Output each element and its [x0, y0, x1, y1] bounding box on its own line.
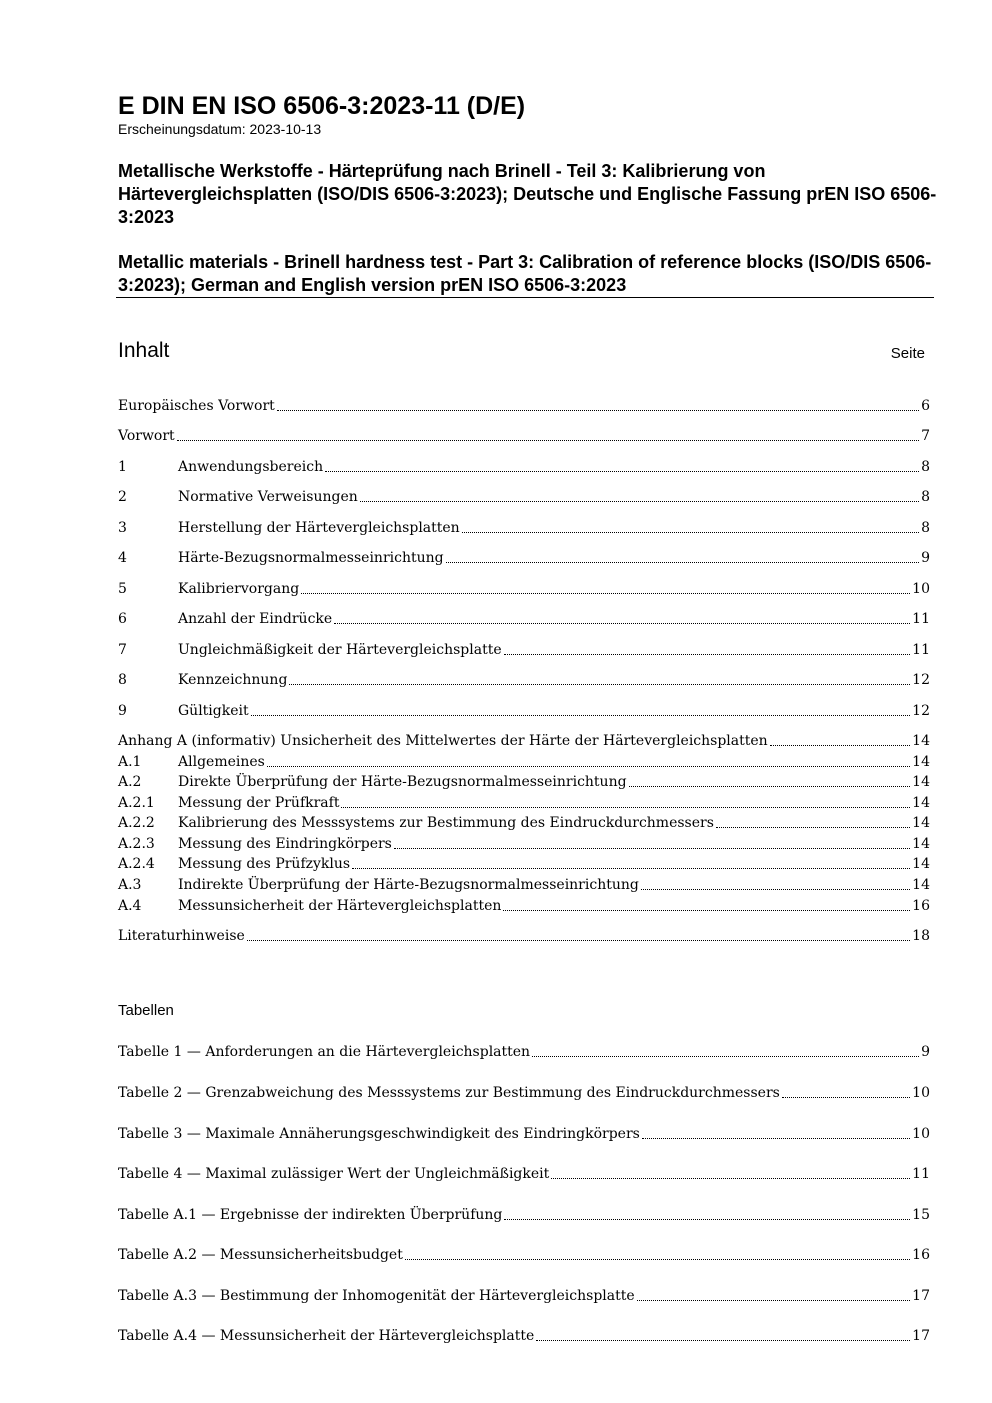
dot-leader: [770, 745, 910, 746]
contents-entry-number: 7: [118, 642, 127, 658]
contents-entry-page: 14: [912, 774, 930, 790]
tables-entry-title: Tabelle A.2 — Messunsicherheitsbudget: [118, 1247, 403, 1263]
contents-entry-page: 12: [912, 703, 930, 719]
contents-entry-title: Anwendungsbereich: [178, 459, 324, 475]
contents-entry-title: Anzahl der Eindrücke: [178, 611, 333, 627]
contents-entry-number: 5: [118, 581, 127, 597]
contents-entry-number: A.2.2: [118, 815, 155, 831]
contents-entry[interactable]: [118, 670, 930, 690]
contents-entry[interactable]: [118, 579, 930, 599]
tables-entry[interactable]: [118, 1286, 930, 1306]
contents-entry-title: Indirekte Überprüfung der Härte-Bezugsnormalmesseinrichtung: [178, 877, 639, 893]
contents-entry-page: 12: [912, 672, 930, 688]
contents-entry-page: 11: [912, 611, 930, 627]
dot-leader: [177, 440, 919, 441]
contents-entry-number: A.2.1: [118, 795, 155, 811]
contents-entry-title: Kalibriervorgang: [178, 581, 300, 597]
contents-entry[interactable]: [118, 426, 930, 446]
tables-entry-page: 17: [912, 1288, 930, 1304]
tables-entry-page: 10: [912, 1085, 930, 1101]
dot-leader: [716, 827, 910, 828]
contents-entry-number: 6: [118, 611, 127, 627]
contents-entry[interactable]: [118, 457, 930, 477]
dot-leader: [462, 532, 919, 533]
contents-entry-title: Allgemeines: [178, 754, 265, 770]
contents-entry-page: 8: [921, 520, 930, 536]
contents-entry-title: Messung des Eindringkörpers: [178, 836, 392, 852]
contents-entry-title: Messunsicherheit der Härtevergleichsplatten: [178, 898, 502, 914]
contents-entry-title: Direkte Überprüfung der Härte-Bezugsnormalmesseinrichtung: [178, 774, 627, 790]
contents-entry[interactable]: [118, 772, 930, 792]
contents-entry-number: 9: [118, 703, 127, 719]
dot-leader: [504, 1219, 910, 1220]
dot-leader: [325, 471, 919, 472]
contents-entry-page: 14: [912, 733, 930, 749]
contents-entry-page: 10: [912, 581, 930, 597]
contents-entry-number: A.2.4: [118, 856, 155, 872]
dot-leader: [267, 766, 910, 767]
contents-entry[interactable]: [118, 926, 930, 946]
contents-entry-page: 14: [912, 856, 930, 872]
contents-entry-page: 18: [912, 928, 930, 944]
contents-entry[interactable]: [118, 609, 930, 629]
contents-entry-title: Normative Verweisungen: [178, 489, 358, 505]
tables-entry-page: 15: [912, 1207, 930, 1223]
contents-entry-number: A.4: [118, 898, 142, 914]
contents-entry-number: A.2.3: [118, 836, 155, 852]
contents-entry-title: Literaturhinweise: [118, 928, 245, 944]
contents-entry[interactable]: [118, 701, 930, 721]
dot-leader: [782, 1097, 910, 1098]
contents-entry-number: A.3: [118, 877, 142, 893]
contents-entry-title: Gültigkeit: [178, 703, 249, 719]
tables-entry[interactable]: [118, 1164, 930, 1184]
tables-entry[interactable]: [118, 1042, 930, 1062]
header-rule: [116, 297, 934, 298]
dot-leader: [536, 1340, 910, 1341]
contents-entry-page: 9: [921, 550, 930, 566]
tables-entry[interactable]: [118, 1124, 930, 1144]
contents-entry[interactable]: [118, 518, 930, 538]
dot-leader: [551, 1178, 910, 1179]
tables-entry-page: 16: [912, 1247, 930, 1263]
tables-entry-page: 11: [912, 1166, 930, 1182]
contents-entry-title: Ungleichmäßigkeit der Härtevergleichsplatte: [178, 642, 502, 658]
tables-entry[interactable]: [118, 1245, 930, 1265]
dot-leader: [394, 848, 910, 849]
dot-leader: [341, 807, 910, 808]
tables-entry-title: Tabelle A.1 — Ergebnisse der indirekten Überprüfung: [118, 1207, 503, 1223]
tables-entry-title: Tabelle A.4 — Messunsicherheit der Härtevergleichsplatte: [118, 1328, 535, 1344]
contents-entry-title: Messung der Prüfkraft: [178, 795, 340, 811]
dot-leader: [629, 786, 911, 787]
contents-entry-number: 8: [118, 672, 127, 688]
dot-leader: [301, 593, 910, 594]
contents-entry[interactable]: [118, 487, 930, 507]
tables-entry[interactable]: [118, 1326, 930, 1346]
dot-leader: [504, 654, 911, 655]
contents-entry-number: 1: [118, 459, 127, 475]
contents-entry-title: Kalibrierung des Messsystems zur Bestimmung des Eindruckdurchmessers: [178, 815, 714, 831]
tables-entry-title: Tabelle 4 — Maximal zulässiger Wert der Ungleichmäßigkeit: [118, 1166, 550, 1182]
tables-entry-title: Tabelle 1 — Anforderungen an die Härtevergleichsplatten: [118, 1044, 531, 1060]
dot-leader: [405, 1259, 910, 1260]
dot-leader: [532, 1056, 919, 1057]
contents-entry-page: 6: [921, 398, 930, 414]
contents-entry[interactable]: [118, 548, 930, 568]
contents-entry-page: 11: [912, 642, 930, 658]
contents-entry-title: Herstellung der Härtevergleichsplatten: [178, 520, 460, 536]
dot-leader: [360, 501, 919, 502]
contents-entry-number: A.1: [118, 754, 142, 770]
tables-entry-title: Tabelle A.3 — Bestimmung der Inhomogenität der Härtevergleichsplatte: [118, 1288, 635, 1304]
contents-entry-title: Vorwort: [118, 428, 175, 444]
contents-entry[interactable]: [118, 875, 930, 895]
contents-entry-page: 14: [912, 877, 930, 893]
contents-entry-title: Europäisches Vorwort: [118, 398, 275, 414]
tables-heading: Tabellen: [118, 1002, 174, 1019]
tables-entry-page: 10: [912, 1126, 930, 1142]
dot-leader: [334, 623, 910, 624]
contents-entry-title: Messung des Prüfzyklus: [178, 856, 351, 872]
dot-leader: [251, 715, 911, 716]
contents-entry-page: 7: [921, 428, 930, 444]
contents-entry-title: Härte-Bezugsnormalmesseinrichtung: [178, 550, 444, 566]
contents-entry[interactable]: [118, 396, 930, 416]
contents-entry[interactable]: [118, 854, 930, 874]
tables-entry-page: 9: [921, 1044, 930, 1060]
dot-leader: [277, 410, 919, 411]
dot-leader: [641, 889, 910, 890]
contents-entry-page: 16: [912, 898, 930, 914]
contents-entry-page: 14: [912, 795, 930, 811]
contents-entry-number: 2: [118, 489, 127, 505]
tables-entry-title: Tabelle 3 — Maximale Annäherungsgeschwindigkeit des Eindringkörpers: [118, 1126, 640, 1142]
contents-entry[interactable]: [118, 896, 930, 916]
dot-leader: [637, 1300, 911, 1301]
title-english: Metallic materials - Brinell hardness test - Part 3: Calibration of reference blocks (ISO/DIS 6506-3:2023); German and English version prEN ISO 6506-3:2023: [118, 252, 932, 295]
document-id: E DIN EN ISO 6506-3:2023-11 (D/E): [118, 92, 526, 120]
contents-entry-number: 3: [118, 520, 127, 536]
contents-entry-page: 8: [921, 489, 930, 505]
contents-entry-page: 8: [921, 459, 930, 475]
tables-entry[interactable]: [118, 1205, 930, 1225]
contents-entry-title: Anhang A (informativ) Unsicherheit des Mittelwertes der Härte der Härtevergleichsplatten: [118, 733, 768, 749]
dot-leader: [289, 684, 910, 685]
title-german: Metallische Werkstoffe - Härteprüfung nach Brinell - Teil 3: Kalibrierung von Härtevergleichsplatten (ISO/DIS 6506-3:2023); Deutsche und Englische Fassung prEN ISO 6506-3:2023: [118, 161, 937, 227]
tables-entry-title: Tabelle 2 — Grenzabweichung des Messsystems zur Bestimmung des Eindruckdurchmessers: [118, 1085, 780, 1101]
tables-entry-page: 17: [912, 1328, 930, 1344]
page-column-label: Seite: [890, 345, 925, 362]
contents-entry[interactable]: [118, 640, 930, 660]
contents-heading: Inhalt: [118, 339, 170, 362]
dot-leader: [642, 1138, 910, 1139]
contents-entry[interactable]: [118, 813, 930, 833]
dot-leader: [446, 562, 919, 563]
contents-entry-page: 14: [912, 754, 930, 770]
contents-entry-number: 4: [118, 550, 127, 566]
contents-entry-page: 14: [912, 815, 930, 831]
contents-entry-number: A.2: [118, 774, 142, 790]
tables-entry[interactable]: [118, 1083, 930, 1103]
contents-entry[interactable]: [118, 793, 930, 813]
dot-leader: [352, 868, 910, 869]
publication-date: Erscheinungsdatum: 2023-10-13: [118, 121, 322, 137]
dot-leader: [503, 910, 910, 911]
contents-entry-page: 14: [912, 836, 930, 852]
contents-entry[interactable]: [118, 731, 930, 751]
dot-leader: [247, 940, 910, 941]
contents-entry[interactable]: [118, 834, 930, 854]
contents-entry-title: Kennzeichnung: [178, 672, 288, 688]
contents-entry[interactable]: [118, 752, 930, 772]
